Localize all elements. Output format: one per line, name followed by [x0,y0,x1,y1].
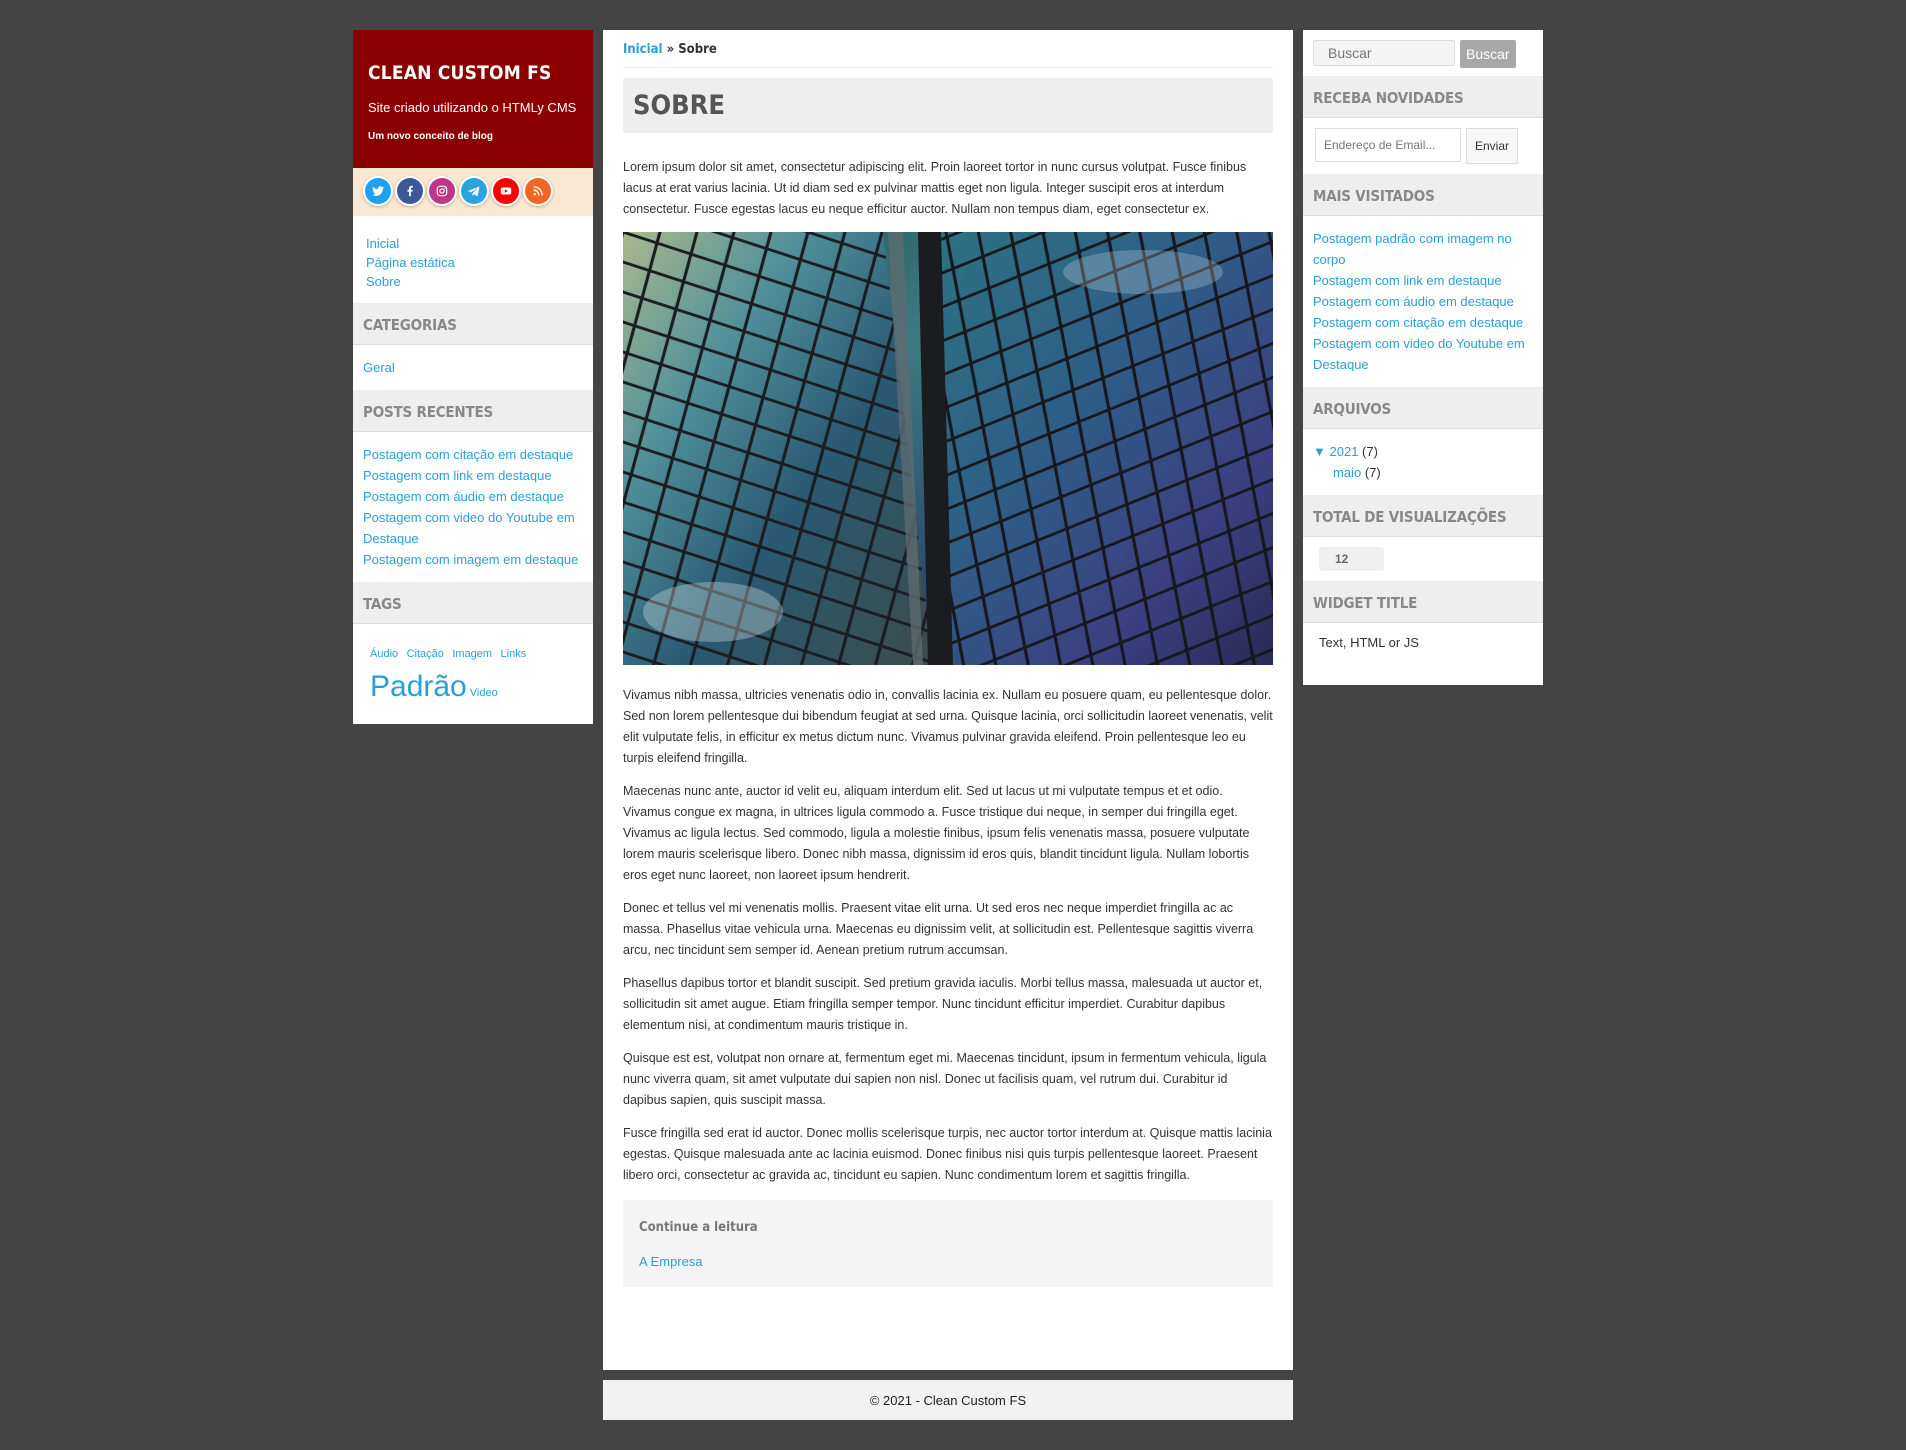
archive-year-link[interactable]: 2021 [1329,444,1359,459]
right-sidebar [1303,30,1543,685]
brand-header [353,30,593,168]
nav-item-sobre[interactable]: Sobre [366,274,401,289]
instagram-icon[interactable] [429,178,455,204]
archive-tree [1303,429,1543,495]
popular-post-link[interactable]: Postagem com link em destaque [1313,273,1502,288]
breadcrumb-separator: » [666,42,675,57]
youtube-icon[interactable] [493,178,519,204]
site-title[interactable]: CLEAN CUSTOM FS [368,62,552,84]
tag-citacao[interactable]: Citação [406,648,444,660]
popular-post-link[interactable]: Postagem com video do Youtube em Destaque [1313,336,1525,372]
content-paragraph: Phasellus dapibus tortor et blandit suscipit. Sed pretium gravida iaculis. Morbi tellus massa, malesuada ut auctor et, sollicitudin sit amet augue. Etiam fringilla semper tempor. Nunc tincidunt efficitur imperdiet. Curabitur dapibus elementum nisi, at condimentum mauris tristique in. [623,976,1263,1032]
recent-post-link[interactable]: Postagem com áudio em destaque [363,489,564,504]
main-content [603,30,1293,1370]
telegram-icon[interactable] [461,178,487,204]
breadcrumb-home[interactable]: Inicial [623,42,663,57]
content-paragraph: Fusce fringilla sed erat id auctor. Donec mollis scelerisque turpis, nec auctor tortor interdum at. Quisque mattis lacinia egestas. Quisque malesuada ante ac lacinia euismod. Donec finibus nisi quis turpis pellentesque laoreet. Praesent libero orci, consectetur ac gravida ac, tincidunt eu sapien. Nunc condimentum lorem et sagittis fringilla. [623,1126,1272,1182]
tag-padrao[interactable]: Padrão [370,670,467,703]
facebook-icon[interactable] [397,178,423,204]
archive-month-link[interactable]: maio [1333,465,1362,480]
rss-icon[interactable] [525,178,551,204]
continue-reading-link[interactable]: A Empresa [639,1254,703,1269]
popular-list [1303,216,1543,387]
content-paragraph: Quisque est est, volutpat non ornare at, fermentum eget mi. Maecenas tincidunt, ipsum in fermentum vehicula, ligula nunc viverra quam, sit amet vulputate dui sapien non nisl. Donec ut facilisis quam, vel rutrum dui. Curabitur id dapibus sapien, quis suscipit massa. [623,1051,1267,1107]
recent-posts-list [353,432,593,582]
recent-post-link[interactable]: Postagem com citação em destaque [363,447,574,462]
site-subtitle: Um novo conceito de blog [368,131,494,142]
footer-copyright: © 2021 - Clean Custom FS [869,1392,1027,1408]
tag-cloud [353,624,593,724]
search-form [1303,30,1543,76]
archive-month-count: (7) [1364,465,1381,480]
tag-imagem[interactable]: Imagem [452,648,493,660]
intro-paragraph: Lorem ipsum dolor sit amet, consectetur adipiscing elit. Proin laoreet tortor in nunc cursus volutpat. Fusce finibus lacus at erat varius lacinia. Ut id diam sed ex pulvinar mattis eget non ligula. Integer suscipit eros at interdum consectetur. Fusce egestas lacus eu neque efficitur auctor. Nullam non tempus diam, eget consectetur ex. [623,160,1247,216]
page-nav [353,216,593,303]
site-tagline: Site criado utilizando o HTMLy CMS [368,100,577,115]
content-paragraph: Vivamus nibh massa, ultricies venenatis odio in, convallis lacinia ex. Nullam eu posuere quam, eu pellentesque dolor. Sed non lorem pellentesque dui bibendum feugiat at sed urna. Quisque lacinia, orci sollicitudin laoreet venenatis, velit elit vulputate felis, in efficitur ex metus dictum nunc. Vivamus pulvinar gravida eleifend. Proin pellentesque leo eu turpis eleifend fringilla. [623,688,1273,765]
views-widget [1303,537,1543,581]
recent-post-link[interactable]: Postagem com video do Youtube em Destaque [363,510,575,546]
continue-reading-box [623,1200,1273,1287]
archive-title: ARQUIVOS [1303,387,1543,429]
breadcrumb [623,30,1273,68]
subscribe-button[interactable]: Enviar [1466,128,1518,164]
subscribe-title: RECEBA NOVIDADES [1303,76,1543,118]
nav-item-pagina-estatica[interactable]: Página estática [366,255,455,270]
popular-post-link[interactable]: Postagem com áudio em destaque [1313,294,1514,309]
tag-links[interactable]: Links [500,648,527,660]
email-input[interactable] [1315,128,1461,162]
tag-audio[interactable]: Áudio [370,648,399,660]
category-link[interactable]: Geral [363,360,395,375]
recent-post-link[interactable]: Postagem com imagem em destaque [363,552,579,567]
nav-item-inicial[interactable]: Inicial [366,236,400,251]
widget-title: WIDGET TITLE [1303,581,1543,623]
archive-year-count: (7) [1362,444,1378,459]
left-sidebar [353,30,593,724]
subscribe-form [1303,118,1543,174]
views-title: TOTAL DE VISUALIZAÇÕES [1303,495,1543,537]
building-image [623,232,1273,665]
tag-video[interactable]: Video [469,687,498,699]
content-paragraph: Maecenas nunc ante, auctor id velit eu, aliquam interdum elit. Sed ut lacus ut mi vulputate tempus et et odio. Vivamus congue ex magna, in ultrices ligula commodo a. Fusce tristique dui neque, in semper dui fringilla eget. Vivamus ac ligula lectus. Sed commodo, ligula a molestie finibus, ipsum felis venenatis massa, posuere vulputate lorem mauris scelerisque libero. Donec nibh massa, dignissim id eros quis, blandit tincidunt ligula. Nullam lobortis eros eget nunc laoreet, non laoreet ipsum hendrerit. [623,784,1250,882]
breadcrumb-current: Sobre [678,42,717,57]
categories-title: CATEGORIAS [353,303,593,345]
search-button[interactable]: Buscar [1460,40,1516,68]
popular-post-link[interactable]: Postagem com citação em destaque [1313,315,1524,330]
popular-title: MAIS VISITADOS [1303,174,1543,216]
views-count: 12 [1319,547,1384,571]
categories-list [353,345,593,390]
continue-reading-label: Continue a leitura [639,1220,758,1235]
popular-post-link[interactable]: Postagem padrão com imagem no corpo [1313,231,1512,267]
recent-post-link[interactable]: Postagem com link em destaque [363,468,552,483]
footer [603,1380,1293,1420]
social-links [353,168,593,216]
tags-title: TAGS [353,582,593,624]
content-paragraph: Donec et tellus vel mi venenatis mollis. Praesent vitae elit urna. Ut sed eros nec neque imperdiet fringilla ac ac massa. Phasellus vitae vehicula urna. Maecenas eu dignissim velit, at sollicitudin est. Pellentesque sagittis viverra arcu, nec tincidunt sem semper id. Aenean pretium rutrum accumsan. [623,901,1254,957]
search-input[interactable] [1313,40,1455,66]
archive-toggle-icon[interactable]: ▼ [1313,444,1326,459]
twitter-icon[interactable] [365,178,391,204]
recent-posts-title: POSTS RECENTES [353,390,593,432]
widget-text: Text, HTML or JS [1319,635,1419,650]
page-title: SOBRE [623,78,1273,133]
